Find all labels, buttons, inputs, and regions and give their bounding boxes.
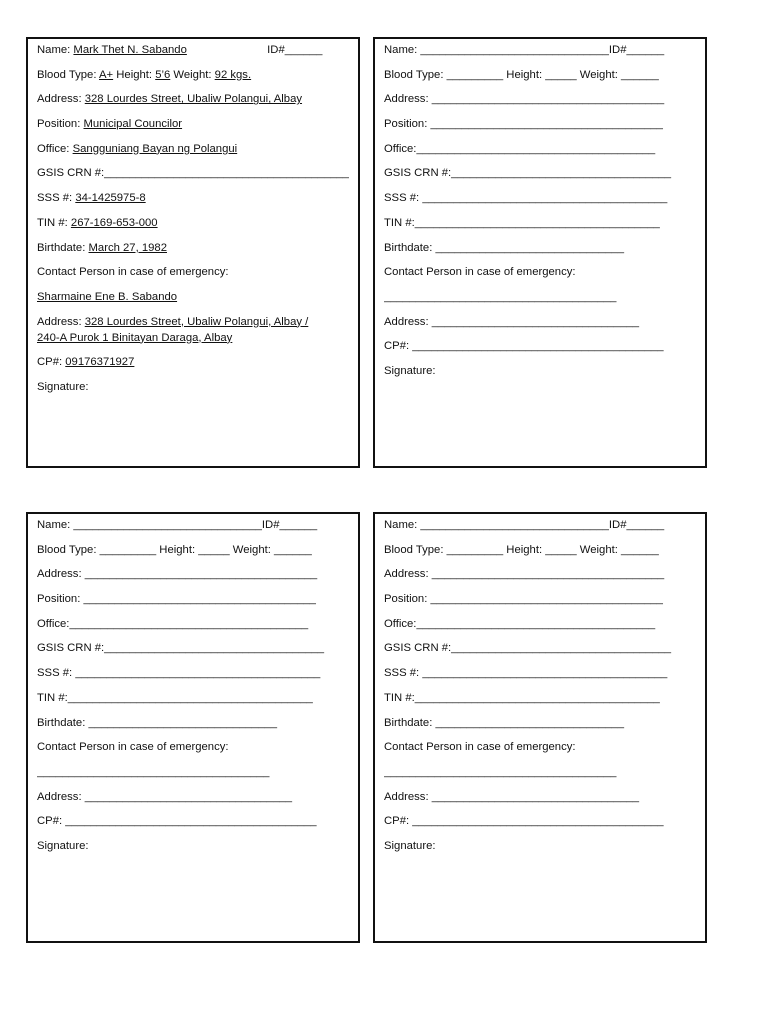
name-row	[37, 43, 349, 58]
office-row	[384, 142, 696, 157]
name-label: Name:	[384, 44, 418, 56]
contact-address-blank: _________________________________	[431, 790, 640, 803]
contact-heading: Contact Person in case of emergency:	[37, 741, 229, 754]
tin-row	[384, 691, 696, 706]
cp-label: CP#:	[37, 815, 63, 828]
gsis-row	[37, 166, 349, 181]
height-blank: _____	[198, 543, 230, 556]
id-label: ID#	[261, 519, 280, 531]
id-blank: ______	[279, 519, 318, 531]
tin-row	[384, 216, 696, 231]
name-blank: ______________________________	[73, 519, 262, 531]
id-blank: ______	[626, 519, 665, 531]
sss-row	[384, 666, 696, 681]
contact-address-row	[37, 315, 349, 330]
gsis-blank: ___________________________________	[451, 167, 672, 180]
office-blank: ______________________________________	[416, 142, 656, 155]
weight-label: Weight:	[173, 68, 212, 81]
sss-blank: _______________________________________	[422, 192, 668, 205]
address-row	[37, 567, 349, 582]
blood-type-value: A+	[98, 68, 114, 81]
name-label: Name:	[37, 44, 71, 56]
id-form-card-blank	[26, 512, 360, 943]
name-row	[37, 518, 349, 533]
tin-blank: _______________________________________	[414, 216, 660, 229]
tin-label: TIN #:	[37, 216, 68, 229]
cp-label: CP#:	[384, 815, 410, 828]
position-label: Position:	[37, 593, 81, 606]
name-blank: ______________________________	[420, 519, 609, 531]
cp-row	[384, 814, 696, 829]
gsis-row	[384, 166, 696, 181]
position-row	[37, 117, 349, 132]
birthdate-row	[384, 716, 696, 731]
contact-address-value-2: 240-A Purok 1 Binitayan Daraga, Albay	[37, 331, 233, 344]
tin-label: TIN #:	[384, 216, 415, 229]
height-label: Height:	[506, 68, 543, 81]
height-label: Height:	[506, 543, 543, 556]
blood-height-weight-row	[37, 68, 349, 83]
contact-heading: Contact Person in case of emergency:	[37, 266, 229, 279]
contact-address-label: Address:	[37, 790, 82, 803]
tin-row	[37, 691, 349, 706]
contact-address-row	[384, 790, 696, 805]
office-value: Sangguniang Bayan ng Polangui	[72, 142, 238, 155]
sss-row	[37, 666, 349, 681]
contact-address-row	[384, 315, 696, 330]
tin-label: TIN #:	[384, 691, 415, 704]
blood-type-label: Blood Type:	[384, 543, 444, 556]
position-row	[384, 117, 696, 132]
contact-name-row	[37, 290, 349, 305]
contact-address-value-1: 328 Lourdes Street, Ubaliw Polangui, Albay /	[84, 315, 309, 328]
gsis-blank: _______________________________________	[104, 167, 349, 180]
tin-blank: _______________________________________	[67, 691, 313, 704]
address-row	[37, 92, 349, 107]
weight-label: Weight:	[579, 543, 618, 556]
contact-blank-row	[384, 290, 696, 305]
contact-blank-row	[37, 765, 349, 780]
office-row	[37, 617, 349, 632]
id-form-card-blank	[373, 512, 707, 943]
id-form-card-blank	[373, 37, 707, 468]
birthdate-label: Birthdate:	[384, 241, 433, 254]
position-blank: _____________________________________	[83, 593, 316, 606]
address-label: Address:	[37, 93, 82, 106]
gsis-row	[37, 641, 349, 656]
weight-value: 92 kgs.	[214, 68, 252, 81]
signature-row	[384, 364, 696, 379]
weight-blank: ______	[621, 543, 659, 556]
id-label: ID#	[608, 519, 627, 531]
contact-blank: _____________________________________	[384, 765, 617, 778]
gsis-row	[384, 641, 696, 656]
birthdate-row	[37, 241, 349, 256]
gsis-label: GSIS CRN #:	[37, 167, 105, 180]
position-label: Position:	[37, 118, 81, 131]
blood-type-blank: _________	[446, 543, 504, 556]
birthdate-blank: ______________________________	[435, 716, 624, 729]
tin-value: 267-169-653-000	[70, 216, 158, 229]
position-blank: _____________________________________	[430, 118, 663, 131]
office-label: Office:	[37, 142, 70, 155]
office-blank: ______________________________________	[416, 617, 656, 630]
contact-address-label: Address:	[384, 315, 429, 328]
id-label: ID#	[267, 44, 285, 56]
height-value: 5’6	[155, 68, 171, 81]
height-blank: _____	[545, 68, 577, 81]
blood-height-weight-row	[384, 68, 696, 83]
position-label: Position:	[384, 118, 428, 131]
gsis-label: GSIS CRN #:	[37, 642, 105, 655]
name-label: Name:	[37, 519, 71, 531]
contact-heading: Contact Person in case of emergency:	[384, 266, 576, 279]
blood-height-weight-row	[384, 543, 696, 558]
sss-label: SSS #:	[384, 667, 420, 680]
id-form-card-filled	[26, 37, 360, 468]
sss-row	[384, 191, 696, 206]
address-label: Address:	[384, 93, 429, 106]
address-blank: _____________________________________	[431, 568, 665, 581]
tin-row	[37, 216, 349, 231]
address-blank: _____________________________________	[84, 568, 318, 581]
tin-label: TIN #:	[37, 691, 68, 704]
office-row	[384, 617, 696, 632]
cp-blank: ________________________________________	[412, 340, 664, 353]
contact-heading: Contact Person in case of emergency:	[384, 741, 576, 754]
signature-label: Signature:	[37, 839, 89, 852]
sss-label: SSS #:	[37, 192, 73, 205]
id-blank: ______	[284, 44, 323, 56]
birthdate-row	[384, 241, 696, 256]
position-row	[384, 592, 696, 607]
name-value: Mark Thet N. Sabando	[73, 44, 187, 56]
cp-row	[37, 355, 349, 370]
id-label: ID#	[608, 44, 627, 56]
position-blank: _____________________________________	[430, 593, 663, 606]
office-label: Office:	[384, 142, 417, 155]
name-blank: ______________________________	[420, 44, 609, 56]
weight-blank: ______	[274, 543, 312, 556]
name-row	[384, 518, 696, 533]
cp-blank: ________________________________________	[65, 815, 317, 828]
cp-row	[37, 814, 349, 829]
birthdate-label: Birthdate:	[384, 716, 433, 729]
office-blank: ______________________________________	[69, 617, 309, 630]
gsis-blank: ___________________________________	[104, 642, 325, 655]
weight-label: Weight:	[579, 68, 618, 81]
signature-row	[37, 380, 349, 395]
address-label: Address:	[384, 568, 429, 581]
address-row	[384, 92, 696, 107]
address-label: Address:	[37, 568, 82, 581]
birthdate-value: March 27, 1982	[88, 241, 167, 254]
weight-label: Weight:	[232, 543, 271, 556]
contact-blank: _____________________________________	[37, 765, 270, 778]
birthdate-label: Birthdate:	[37, 716, 86, 729]
address-blank: _____________________________________	[431, 93, 665, 106]
contact-address-label: Address:	[37, 315, 82, 328]
blood-type-blank: _________	[446, 68, 504, 81]
birthdate-blank: ______________________________	[88, 716, 277, 729]
birthdate-row	[37, 716, 349, 731]
name-label: Name:	[384, 519, 418, 531]
cp-label: CP#:	[384, 340, 410, 353]
contact-blank-row	[384, 765, 696, 780]
sss-row	[37, 191, 349, 206]
signature-row	[384, 839, 696, 854]
signature-label: Signature:	[384, 839, 436, 852]
address-value: 328 Lourdes Street, Ubaliw Polangui, Albay	[84, 93, 303, 106]
sss-label: SSS #:	[384, 192, 420, 205]
cp-blank: ________________________________________	[412, 815, 664, 828]
office-label: Office:	[37, 617, 70, 630]
blood-type-label: Blood Type:	[384, 68, 444, 81]
birthdate-label: Birthdate:	[37, 241, 86, 254]
blood-type-label: Blood Type:	[37, 543, 97, 556]
blood-height-weight-row	[37, 543, 349, 558]
sss-blank: _______________________________________	[422, 667, 668, 680]
sss-blank: _______________________________________	[75, 667, 321, 680]
contact-blank: _____________________________________	[384, 290, 617, 303]
height-label: Height:	[159, 543, 196, 556]
gsis-blank: ___________________________________	[451, 642, 672, 655]
signature-label: Signature:	[384, 364, 436, 377]
blood-type-label: Blood Type:	[37, 68, 97, 81]
cp-label: CP#:	[37, 356, 63, 369]
office-row	[37, 142, 349, 157]
sss-label: SSS #:	[37, 667, 73, 680]
gsis-label: GSIS CRN #:	[384, 167, 452, 180]
contact-address-blank: _________________________________	[84, 790, 293, 803]
blood-type-blank: _________	[99, 543, 157, 556]
gsis-label: GSIS CRN #:	[384, 642, 452, 655]
cp-row	[384, 339, 696, 354]
address-row	[384, 567, 696, 582]
tin-blank: _______________________________________	[414, 691, 660, 704]
name-row	[384, 43, 696, 58]
cp-value: 09176371927	[65, 356, 135, 369]
contact-address-row-2	[37, 331, 349, 346]
contact-address-row	[37, 790, 349, 805]
office-label: Office:	[384, 617, 417, 630]
birthdate-blank: ______________________________	[435, 241, 624, 254]
contact-name-value: Sharmaine Ene B. Sabando	[37, 290, 178, 303]
contact-address-label: Address:	[384, 790, 429, 803]
contact-address-blank: _________________________________	[431, 315, 640, 328]
signature-row	[37, 839, 349, 854]
height-label: Height:	[116, 68, 153, 81]
sss-value: 34-1425975-8	[75, 192, 146, 205]
signature-label: Signature:	[37, 380, 89, 393]
weight-blank: ______	[621, 68, 659, 81]
position-row	[37, 592, 349, 607]
id-blank: ______	[626, 44, 665, 56]
position-value: Municipal Councilor	[83, 118, 183, 131]
height-blank: _____	[545, 543, 577, 556]
position-label: Position:	[384, 593, 428, 606]
